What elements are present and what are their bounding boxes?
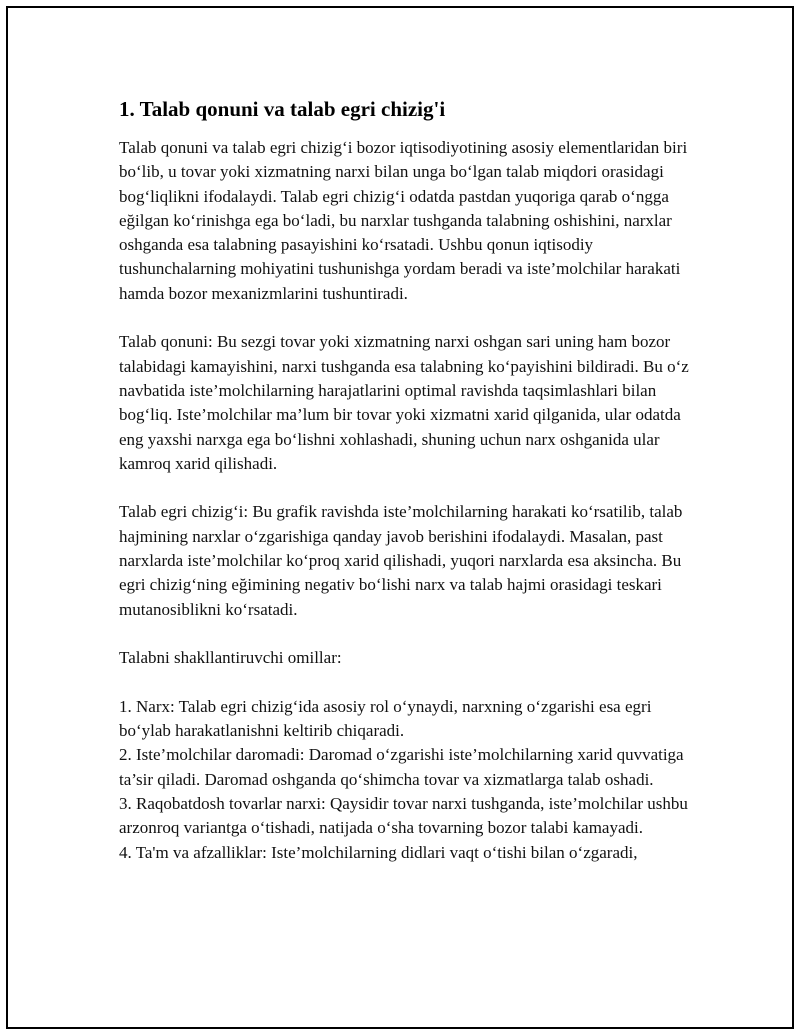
list-item: 4. Ta'm va afzalliklar: Iste’molchilarning didlari vaqt o‘tishi bilan o‘zgaradi,: [119, 842, 638, 862]
paragraph-spacer: [119, 671, 699, 695]
page-title: 1. Talab qonuni va talab egri chizig'i: [119, 97, 446, 121]
factors-list: [119, 695, 699, 865]
list-item: 3. Raqobatdosh tovarlar narxi: Qaysidir tovar narxi tushganda, iste’molchilar ushbu arzonroq variantga o‘tishadi, natijada o‘sha tovarning bozor talabi kamayadi.: [119, 794, 688, 838]
document-content: [119, 94, 699, 865]
paragraph-spacer: [119, 622, 699, 646]
list-item: 2. Iste’molchilar daromadi: Daromad o‘zgarishi iste’molchilarning xarid quvvatiga ta’sir qiladi. Daromad oshganda qo‘shimcha tovar va xizmatlarga talab oshadi.: [119, 745, 684, 789]
paragraph-intro: Talab qonuni va talab egri chizig‘i bozor iqtisodiyotining asosiy elementlaridan biri bo‘lib, u tovar yoki xizmatning narxi bilan unga bo‘lgan talab miqdori orasidagi bog‘liqlikni ifodalaydi. Talab egri chizig‘i odatda pastdan yuqoriga qarab o‘ngga eğilgan ko‘rinishga ega bo‘ladi, bu narxlar tushganda talabning oshishini, narxlar oshganda esa talabning pasayishini ko‘rsatadi. Ushbu qonun iqtisodiy tushunchalarning mohiyatini tushunishga yordam beradi va iste’molchilar harakati hamda bozor mexanizmlarini tushuntiradi.: [119, 138, 688, 303]
paragraph-spacer: [119, 306, 699, 330]
list-item: 1. Narx: Talab egri chizig‘ida asosiy rol o‘ynaydi, narxning o‘zgarishi esa egri bo‘ylab harakatlanishni keltirib chiqaradi.: [119, 696, 652, 741]
paragraph-demand-curve: Talab egri chizig‘i: Bu grafik ravishda iste’molchilarning harakati ko‘rsatilib, talab hajmining narxlar o‘zgarishiga qanday javob berishini ifodalaydi. Masalan, past narxlarda iste’molchilar ko‘proq xarid qilishadi, yuqori narxlarda esa aksincha. Bu egri chizig‘ning eğimining negativ bo‘lishi narx va talab hajmi orasidagi teskari mutanosiblikni ko‘rsatadi.: [119, 502, 683, 619]
document-page: [6, 6, 794, 1029]
paragraph-spacer: [119, 476, 699, 500]
paragraph-law-of-demand: Talab qonuni: Bu sezgi tovar yoki xizmatning narxi oshgan sari uning ham bozor talabidagi kamayishini, narxi tushganda esa talabning ko‘payishini bildiradi. Bu o‘z navbatida iste’molchilarning harajatlarini optimal ravishda taqsimlashlari bilan bog‘liq. Iste’molchilar ma’lum bir tovar yoki xizmatni xarid qilganida, ular odatda eng yaxshi narxga ega bo‘lishni xohlashadi, shuning uchun narx oshganida ular kamroq xarid qilishadi.: [119, 332, 689, 473]
paragraph-factors-heading: Talabni shakllantiruvchi omillar:: [119, 648, 342, 668]
